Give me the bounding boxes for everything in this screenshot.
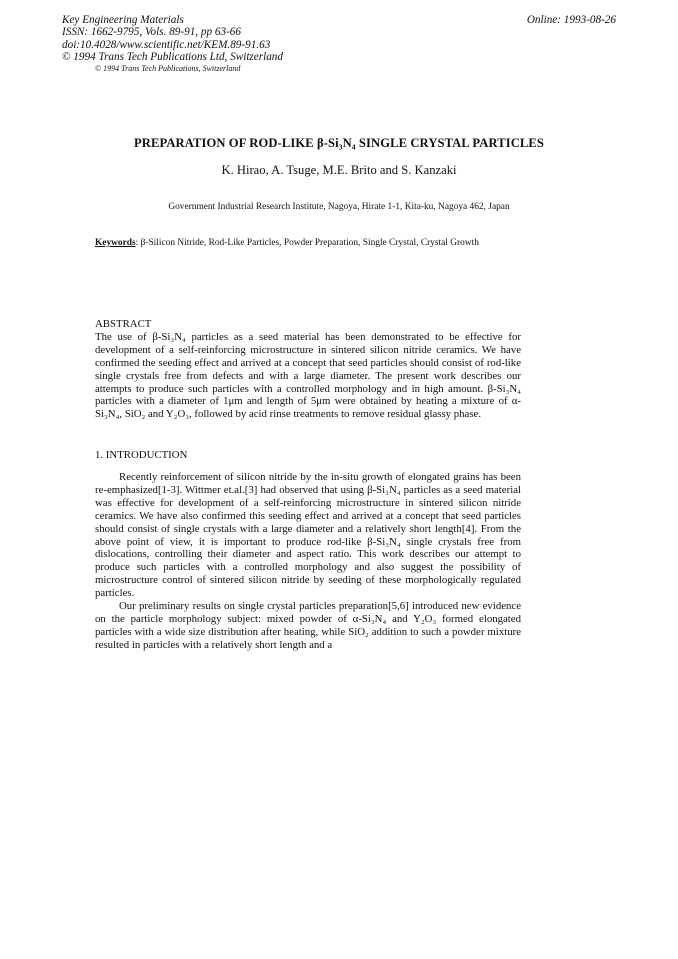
copyright-small: © 1994 Trans Tech Publications, Switzerland: [95, 63, 241, 73]
paper-title: PREPARATION OF ROD-LIKE β-Si₃N₄ SINGLE CRYSTAL PARTICLES: [133, 136, 545, 150]
keywords-text: : β-Silicon Nitride, Rod-Like Particles, Powder Preparation, Single Crystal, Crystal Growth: [135, 238, 479, 248]
paper-affiliation: Government Industrial Research Institute, Nagoya, Hirate 1-1, Kita-ku, Nagoya 462, Japan: [168, 202, 510, 212]
abstract-text: The use of β-Si₃N₄ particles as a seed material has been demonstrated to be effective for development of a self-reinforcing microstructure in sintered silicon nitride ceramics. We have confirmed the seeding effect and arrived at a concept that seed particles should consist of rod-like single crystals free from defects and with a large diameter. The present work describes our attempts to produce such particles with a controlled morphology and in high amount. β-Si₃N₄ particles with a diameter of 1μm and length of 5μm were obtained by heating a mixture of α-Si₃N₄, SiO₂ and Y₂O₃, followed by acid rinse treatments to remove residual glassy phase.: [95, 330, 521, 421]
introduction-heading: 1. INTRODUCTION: [95, 449, 188, 461]
online-date: Online: 1993-08-26: [526, 14, 616, 26]
copyright-line: © 1994 Trans Tech Publications Ltd, Switzerland: [62, 51, 283, 64]
abstract-heading: ABSTRACT: [95, 318, 152, 330]
intro-paragraph-1: Recently reinforcement of silicon nitride by the in-situ growth of elongated grains has been re-emphasized[1-3]. Wittmer et.al.[3] had observed that using β-Si₃N₄ particles as a seed material was effective for development of a self-reinforcing microstructure in sintered silicon nitride ceramics. We have also confirmed this seeding effect and arrived at a concept that seed particles should consist of single crystals with a large diameter and a relatively short length[4]. From the above point of view, it is important to produce rod-like β-Si₃N₄ single crystals free from dislocations, controlling their diameter and aspect ratio. This work describes our attempt to produce such particles with a controlled morphology and also suggest the possibility of microstructure control of sintered silicon nitride by seeding of these morphologically regulated particles.: [95, 471, 521, 600]
keywords-label: Keywords: [95, 238, 136, 248]
journal-header: [62, 14, 283, 74]
intro-paragraph-2: Our preliminary results on single crystal particles preparation[5,6] introduced new evidence on the particle morphology subject: mixed powder of α-Si₃N₄ and Y₂O₃ formed elongated particles with a wide size distribution after heating, while SiO₂ addition to such a powder mixture resulted in particles with a relatively short length and a: [95, 600, 521, 651]
introduction-section: [95, 471, 521, 652]
issn-line: ISSN: 1662-9795, Vols. 89-91, pp 63-66: [62, 26, 241, 39]
journal-name: Key Engineering Materials: [62, 14, 184, 26]
paper-authors: K. Hirao, A. Tsuge, M.E. Brito and S. Kanzaki: [221, 163, 457, 177]
keywords-line: [95, 238, 595, 248]
abstract-section: [95, 318, 521, 421]
doi-link[interactable]: doi:10.4028/www.scientific.net/KEM.89-91.63: [62, 38, 271, 51]
